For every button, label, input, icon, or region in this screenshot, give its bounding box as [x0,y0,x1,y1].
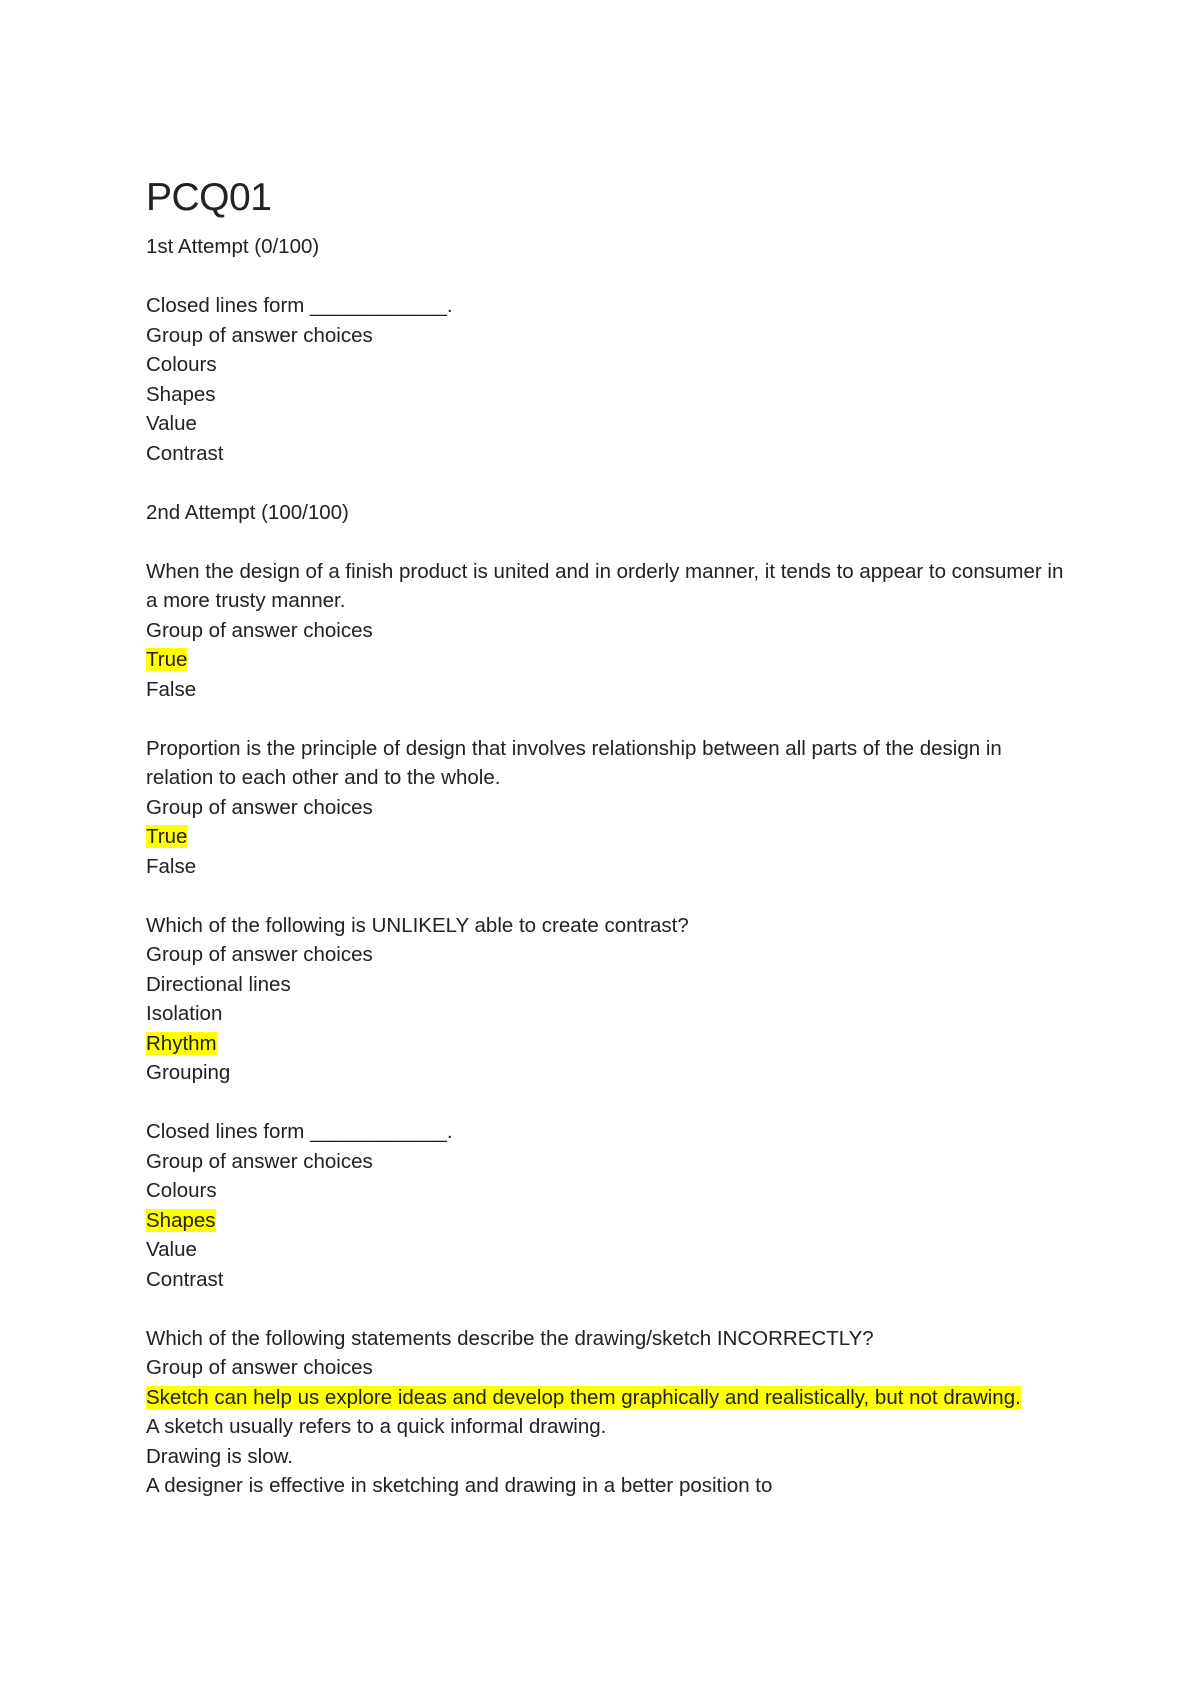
answer-choice: Colours [146,1179,217,1202]
attempt-1-label: 1st Attempt (0/100) [146,235,320,258]
page-title: PCQ01 [146,176,272,219]
answer-choice: A sketch usually refers to a quick informal drawing. [146,1415,607,1438]
answer-choice: Isolation [146,1002,223,1025]
question-block [146,291,1066,468]
question-prompt: Which of the following statements describe the drawing/sketch INCORRECTLY? [146,1326,874,1350]
answer-group-label: Group of answer choices [146,1149,373,1173]
question-prompt: Proportion is the principle of design that involves relationship between all parts of the design in relation to each other and to the whole. [146,736,1002,789]
answer-choice-highlighted [146,1206,1066,1236]
spacer [146,1294,1066,1324]
answer-choice: A designer is effective in sketching and drawing in a better position to [146,1474,773,1497]
answer-choice: Shapes [146,382,216,406]
highlighted-answer: True [146,648,188,671]
spacer [146,881,1066,911]
question-block [146,557,1066,705]
answer-choice-highlighted [146,1383,1066,1413]
answer-group-label: Group of answer choices [146,943,373,966]
answer-group-label: Group of answer choices [146,795,373,819]
answer-choice: Drawing is slow. [146,1444,293,1468]
answer-choice: Value [146,1238,197,1261]
question-block [146,1324,1066,1501]
highlighted-answer: Rhythm [146,1031,217,1055]
spacer [146,262,1066,292]
answer-choice: Colours [146,353,217,376]
answer-choice: Value [146,412,197,435]
question-block [146,734,1066,882]
highlighted-answer: Sketch can help us explore ideas and develop them graphically and realistically, but not drawing. [146,1385,1021,1409]
spacer [146,527,1066,557]
answer-choice-highlighted [146,645,1066,675]
answer-choice: Grouping [146,1061,231,1084]
answer-choice: Contrast [146,1267,224,1291]
answer-choice-highlighted [146,822,1066,852]
question-prompt: Closed lines form ____________. [146,1120,453,1143]
answer-choice: Contrast [146,441,224,465]
document-page [146,178,1066,1501]
answer-choice: False [146,677,197,701]
question-prompt: Which of the following is UNLIKELY able to create contrast? [146,913,689,937]
highlighted-answer: True [146,825,188,848]
attempt-2-label: 2nd Attempt (100/100) [146,500,349,524]
answer-choice-highlighted [146,1029,1066,1059]
question-prompt: When the design of a finish product is united and in orderly manner, it tends to appear to consumer in a more trusty manner. [146,559,1064,612]
answer-group-label: Group of answer choices [146,618,373,642]
answer-group-label: Group of answer choices [146,323,373,347]
answer-group-label: Group of answer choices [146,1356,373,1379]
answer-choice: Directional lines [146,972,291,996]
answer-choice: False [146,854,197,878]
question-prompt: Closed lines form ____________. [146,294,453,317]
question-block [146,911,1066,1088]
spacer [146,704,1066,734]
highlighted-answer: Shapes [146,1208,216,1232]
spacer [146,468,1066,498]
question-block [146,1117,1066,1294]
spacer [146,1088,1066,1118]
